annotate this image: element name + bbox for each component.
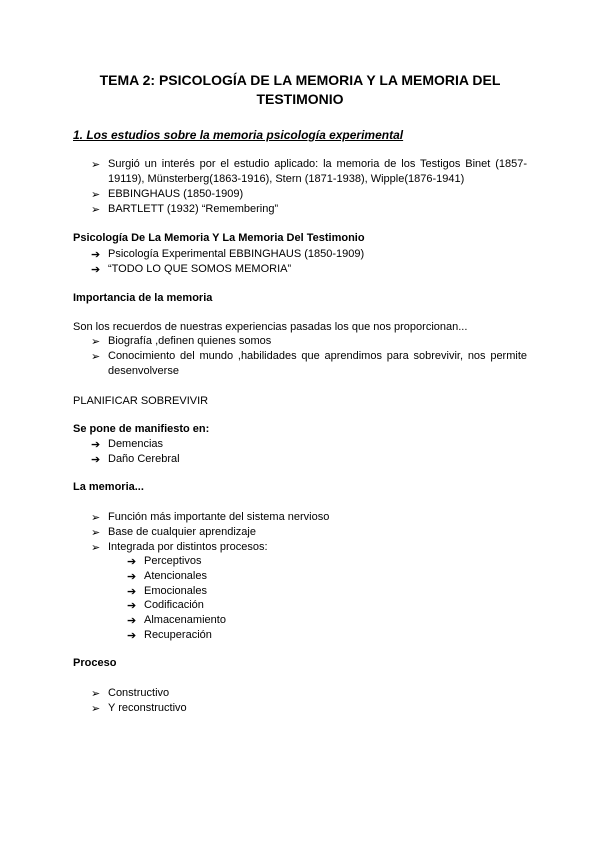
subheading-importancia: Importancia de la memoria [73,292,213,304]
subheading-proceso: Proceso [73,657,117,669]
chevron-bullet-icon: ➢ [91,527,101,539]
list-item: Y reconstructivo [108,702,187,714]
list-item: Constructivo [108,687,170,699]
title-line-2: TESTIMONIO [256,91,344,107]
list-item: Base de cualquier aprendizaje [108,526,256,538]
arrow-bullet-icon: ➔ [91,454,101,466]
document-title [90,71,510,109]
arrow-bullet-icon: ➔ [127,630,137,642]
subheading-psicologia: Psicología De La Memoria Y La Memoria Del Testimonio [73,232,365,244]
paragraph-importancia: Son los recuerdos de nuestras experiencias pasadas los que nos proporcionan... [73,321,468,333]
arrow-bullet-icon: ➔ [127,615,137,627]
list-item: Surgió un interés por el estudio aplicado: la memoria de los Testigos Binet (1857-19119), Münsterberg(1863-1916), Stern (1871-1938), Wipple(1876-1941) [108,158,527,185]
chevron-bullet-icon: ➢ [91,159,101,171]
arrow-bullet-icon: ➔ [127,600,137,612]
arrow-bullet-icon: ➔ [127,571,137,583]
list-item: “TODO LO QUE SOMOS MEMORIA” [108,263,292,275]
list-item: Demencias [108,438,164,450]
list-item: Recuperación [144,629,212,641]
list-item: Emocionales [144,585,207,597]
list-item: BARTLETT (1932) “Remembering” [108,203,279,215]
chevron-bullet-icon: ➢ [91,512,101,524]
list-item: Almacenamiento [144,614,226,626]
chevron-bullet-icon: ➢ [91,351,101,363]
arrow-bullet-icon: ➔ [91,249,101,261]
section-heading-1: 1. Los estudios sobre la memoria psicología experimental [73,128,404,142]
list-item: Daño Cerebral [108,453,180,465]
chevron-bullet-icon: ➢ [91,703,101,715]
list-item: Biografía ,definen quienes somos [108,335,272,347]
paragraph-planificar: PLANIFICAR SOBREVIVIR [73,395,209,407]
subheading-manifiesto: Se pone de manifiesto en: [73,423,210,435]
list-item: Psicología Experimental EBBINGHAUS (1850-1909) [108,248,365,260]
subheading-memoria: La memoria... [73,481,144,493]
arrow-bullet-icon: ➔ [127,586,137,598]
list-item: Integrada por distintos procesos: [108,541,268,553]
list-item: Conocimiento del mundo ,habilidades que aprendimos para sobrevivir, nos permite desenvolverse [108,350,527,377]
list-item: Codificación [144,599,204,611]
list-item: Atencionales [144,570,207,582]
chevron-bullet-icon: ➢ [91,204,101,216]
list-item: EBBINGHAUS (1850-1909) [108,188,244,200]
chevron-bullet-icon: ➢ [91,542,101,554]
list-item: Perceptivos [144,555,202,567]
arrow-bullet-icon: ➔ [91,439,101,451]
arrow-bullet-icon: ➔ [127,556,137,568]
chevron-bullet-icon: ➢ [91,688,101,700]
chevron-bullet-icon: ➢ [91,336,101,348]
title-line-1: TEMA 2: PSICOLOGÍA DE LA MEMORIA Y LA MEMORIA DEL [99,72,501,88]
chevron-bullet-icon: ➢ [91,189,101,201]
list-item: Función más importante del sistema nervioso [108,511,330,523]
arrow-bullet-icon: ➔ [91,264,101,276]
